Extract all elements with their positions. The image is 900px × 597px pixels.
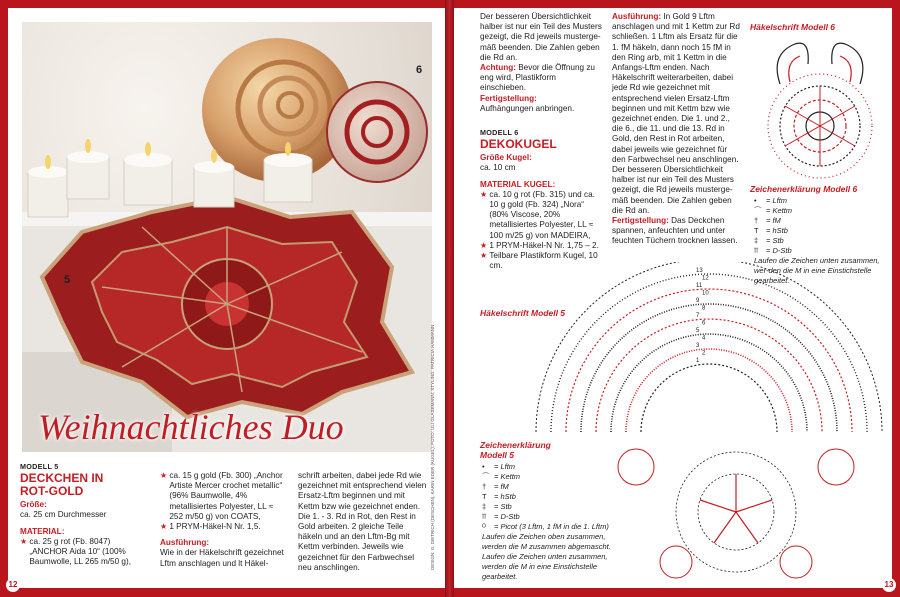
modell5-material-2-text: ca. 15 g gold (Fb. 300) „Anchor Artiste Mercer crochet metallic“ (96% Baumwolle, 4% metallisiertes Polyester, LL ≈ 252 m/50 g) von COATS, [169,471,283,521]
legend-note: Laufen die Zeichen unten zusammen, wer-den die M in eine Einstichstelle gearbeitet. [754,256,880,285]
bullet-star-icon: ★ [480,240,488,250]
bullet-star-icon: ★ [160,471,168,480]
legend-note: Laufen die Zeichen oben zusammen, werden die M zusammen abgemascht. Laufen die Zeichen unten zusammen, werden die M in eine Einstichstelle gearbeitet. [482,532,611,581]
modell6-column-2 [612,12,742,247]
modell5-column-2 [160,471,288,569]
legend-text: = D-Stb [766,246,792,255]
legend-row [482,502,618,512]
round-number-label: 5 [696,328,700,334]
modell5-material-item-2 [160,471,288,522]
bullet-star-icon: ★ [480,189,488,199]
round-number-label: 1 [696,358,700,364]
legend-text: = fM [766,216,781,225]
legend-text: = Kettm [766,206,793,215]
modell6-execution-text: In Gold 9 Lftm anschlagen und mit 1 Kettm zur Rd schließen. 1 Lftm als Ersatz für die 1. fM häkeln, dann noch 15 fM in den Ring arb, mit 1 Kettm in die Anfangs-Lftm enden. Nach Häkelschrift weiterarbeiten, dabei jede Rd wie gezeichnet mit entsprechend vielen Ersatz-Lftm beginnen und mit Kettm bzw wie gezeichnet enden. Die 1. und 2., die 6., die 11. und die 13. Rd in Gold, den Rest in Rot arbeiten, dabei jeweils wie gezeichnet für den Farbwechsel neu anschlingen. Der besseren Übersichtlichkeit halber ist nur ein Teil des Musters gezeigt, die Rd jeweils musterge-mäß beenden. Die Zahlen geben die Rd an. [612,12,740,215]
modell5-material-1-text: ca. 25 g rot (Fb. 8047) „ANCHOR Aida 10“ (100% Baumwolle, LL 265 m/50 g), [29,536,131,567]
chain-stitch-icon: • [482,462,485,471]
legend-row [754,216,888,226]
modell5-material-item-3 [160,522,288,532]
photo-label-model-5: 5 [64,274,71,286]
legend-row [482,482,618,492]
bullet-star-icon: ★ [160,522,168,532]
legend-row [482,472,618,482]
product-photo [22,22,432,452]
triple-crochet-icon: ⫪ [754,246,759,255]
slip-stitch-icon: ⌒ [482,472,490,481]
legend-row [754,226,888,236]
photo-label-model-6: 6 [416,64,423,76]
modell6-size-value: ca. 10 cm [480,163,516,173]
modell5-column-3 [298,471,428,573]
legend-row [482,512,618,522]
legend-text: = Lftm [494,462,516,471]
double-crochet-icon: ‡ [754,236,759,245]
triple-crochet-icon: ⫪ [482,512,487,521]
legend-row [754,196,888,206]
modell6-execution-label: Ausführung: [612,12,662,21]
page-number-left: 12 [6,578,20,592]
modell5-title-line-1: DECKCHEN IN [20,471,104,486]
page-number-right: 13 [882,578,896,592]
modell6-material-3-text: Teilbare Plastikform Kugel, 10 cm. [489,251,598,271]
left-page [8,8,445,588]
legend-row [482,492,618,502]
modell6-finish-label: Fertigstellung: [612,216,669,226]
legend-row [754,246,888,256]
round-number-label: 7 [696,313,700,319]
legend-text: = fM [494,482,509,491]
single-crochet-icon: † [754,216,759,225]
photo-illustration [22,22,432,452]
round-number-label: 9 [696,298,700,304]
legend-text: = Picot (3 Lftm, 1 fM in die 1. Lftm) [494,522,609,531]
round-number-label: 8 [702,305,706,312]
slip-stitch-icon: ⌒ [754,206,762,215]
modell5-size-label: Größe: [20,500,47,510]
legend-text: = hStb [766,226,788,235]
modell5-material-3-text: 1 PRYM-Häkel-N Nr. 1,5. [169,522,261,532]
legend-text: = Stb [766,236,784,245]
diagram5-legend-title-2: Modell 5 [480,450,515,460]
round-number-label: 12 [702,275,709,282]
modell5-execution-label: Ausführung: [160,538,210,548]
modell6-material-2-text: 1 PRYM-Häkel-N Nr. 1,75 – 2. [489,240,599,250]
page-headline: Weihnachtliches Duo [38,407,344,447]
chain-stitch-icon: • [754,196,757,205]
modell6-column-1 [480,12,604,271]
diagram6-title: Häkelschrift Modell 6 [750,22,836,32]
round-number-label: 3 [696,343,700,349]
modell5-column-1 [20,462,150,567]
attention-label: Achtung: [480,63,516,73]
legend-row [754,236,888,246]
modell5-material-item-1 [20,537,150,568]
diagram6-legend-title: Zeichenerklärung Modell 6 [750,184,858,194]
half-double-icon: T [482,492,487,501]
round-number-label: 11 [696,283,703,289]
right-page [454,8,892,588]
modell5-title-line-2: ROT-GOLD [20,484,84,499]
round-number-label: 6 [702,320,706,327]
round-number-label: 4 [702,335,706,342]
legend-row [482,462,618,472]
diagram6-chart [750,34,890,182]
modell5-execution-text: Wie in der Häkelschrift gezeichnet Lftm anschlagen und lt Häkel- [160,548,284,568]
diagram5-legend-title-1: Zeichenerklärung [480,440,551,450]
bullet-star-icon: ★ [480,251,488,261]
intro-text: Der besseren Übersichtlichkeit halber ist nur ein Teil des Musters gezeigt, die Rd jeweils musterge-mäß beenden. Die Zahlen geben die Rd an. [480,12,602,62]
page-gutter [445,0,454,597]
legend-row [482,522,618,532]
attention-text: Bevor die Öffnung zu eng wird, Plastikform einschieben. [480,63,595,93]
single-crochet-icon: † [482,482,487,491]
modell6-size-label: Größe Kugel: [480,153,532,163]
round-number-label: 2 [702,350,706,357]
legend-text: = D-Stb [494,512,520,521]
modell6-material-1-text: ca. 10 g rot (Fb. 315) und ca. 10 g gold (Fb. 324) „Nora“ (80% Viscose, 20% metallisiertes Polyester, LL ≈ 100 m/25 g) von MADEIRA, [489,189,595,240]
modell5-column-3-text: schrift arbeiten, dabei jede Rd wie gezeichnet mit entsprechend vielen Ersatz-Lftm beginnen und mit Kettm bzw wie gezeichnet enden. Die 1. - 3. Rd in Rot, den Rest in Gold arbeiten. 2 gleiche Teile häkeln und an den Lftm-Bg mit Kettm verbinden. Jeweils wie gezeichnet für den Farbwechsel neu anschlingen. [298,471,427,572]
round-number-label: 10 [702,290,709,297]
round-number-label: 13 [696,268,703,274]
legend-text: = Lftm [766,196,788,205]
modell6-material-label: MATERIAL KUGEL: [480,179,556,189]
finish-label: Fertigstellung: [480,93,537,103]
half-double-icon: T [754,226,759,235]
modell5-material-label: MATERIAL: [20,526,65,536]
modell5-caption: MODELL 5 [20,462,59,471]
legend-text: = hStb [494,492,516,501]
modell6-finish-text: Das Deckchen spannen, anfeuchten und unter feuchten Tüchern trocknen lassen. [612,216,738,246]
modell5-size-value: ca. 25 cm Durchmesser [20,510,107,520]
modell6-material-item-1 [480,190,604,241]
picot-icon: ᴼ [482,522,486,531]
modell6-caption: MODELL 6 [480,128,519,138]
photo-credits: DESIGN: G. DIETRICH (DESCHEN), KARIN EDER (KUGEL); FOTO: ULI GLASEMANN; STYLING: PATRICIA HAMMANN [430,324,435,570]
legend-row [754,206,888,216]
legend-text: = Kettm [494,472,521,481]
bullet-star-icon: ★ [20,536,28,546]
modell6-title: DEKOKUGEL [480,137,557,152]
finish-text: Aufhängungen anbringen. [480,103,575,113]
diagram5-title: Häkelschrift Modell 5 [480,308,566,318]
legend-text: = Stb [494,502,512,511]
double-crochet-icon: ‡ [482,502,487,511]
diagram5-legend [482,462,618,582]
modell6-material-item-2 [480,241,604,251]
